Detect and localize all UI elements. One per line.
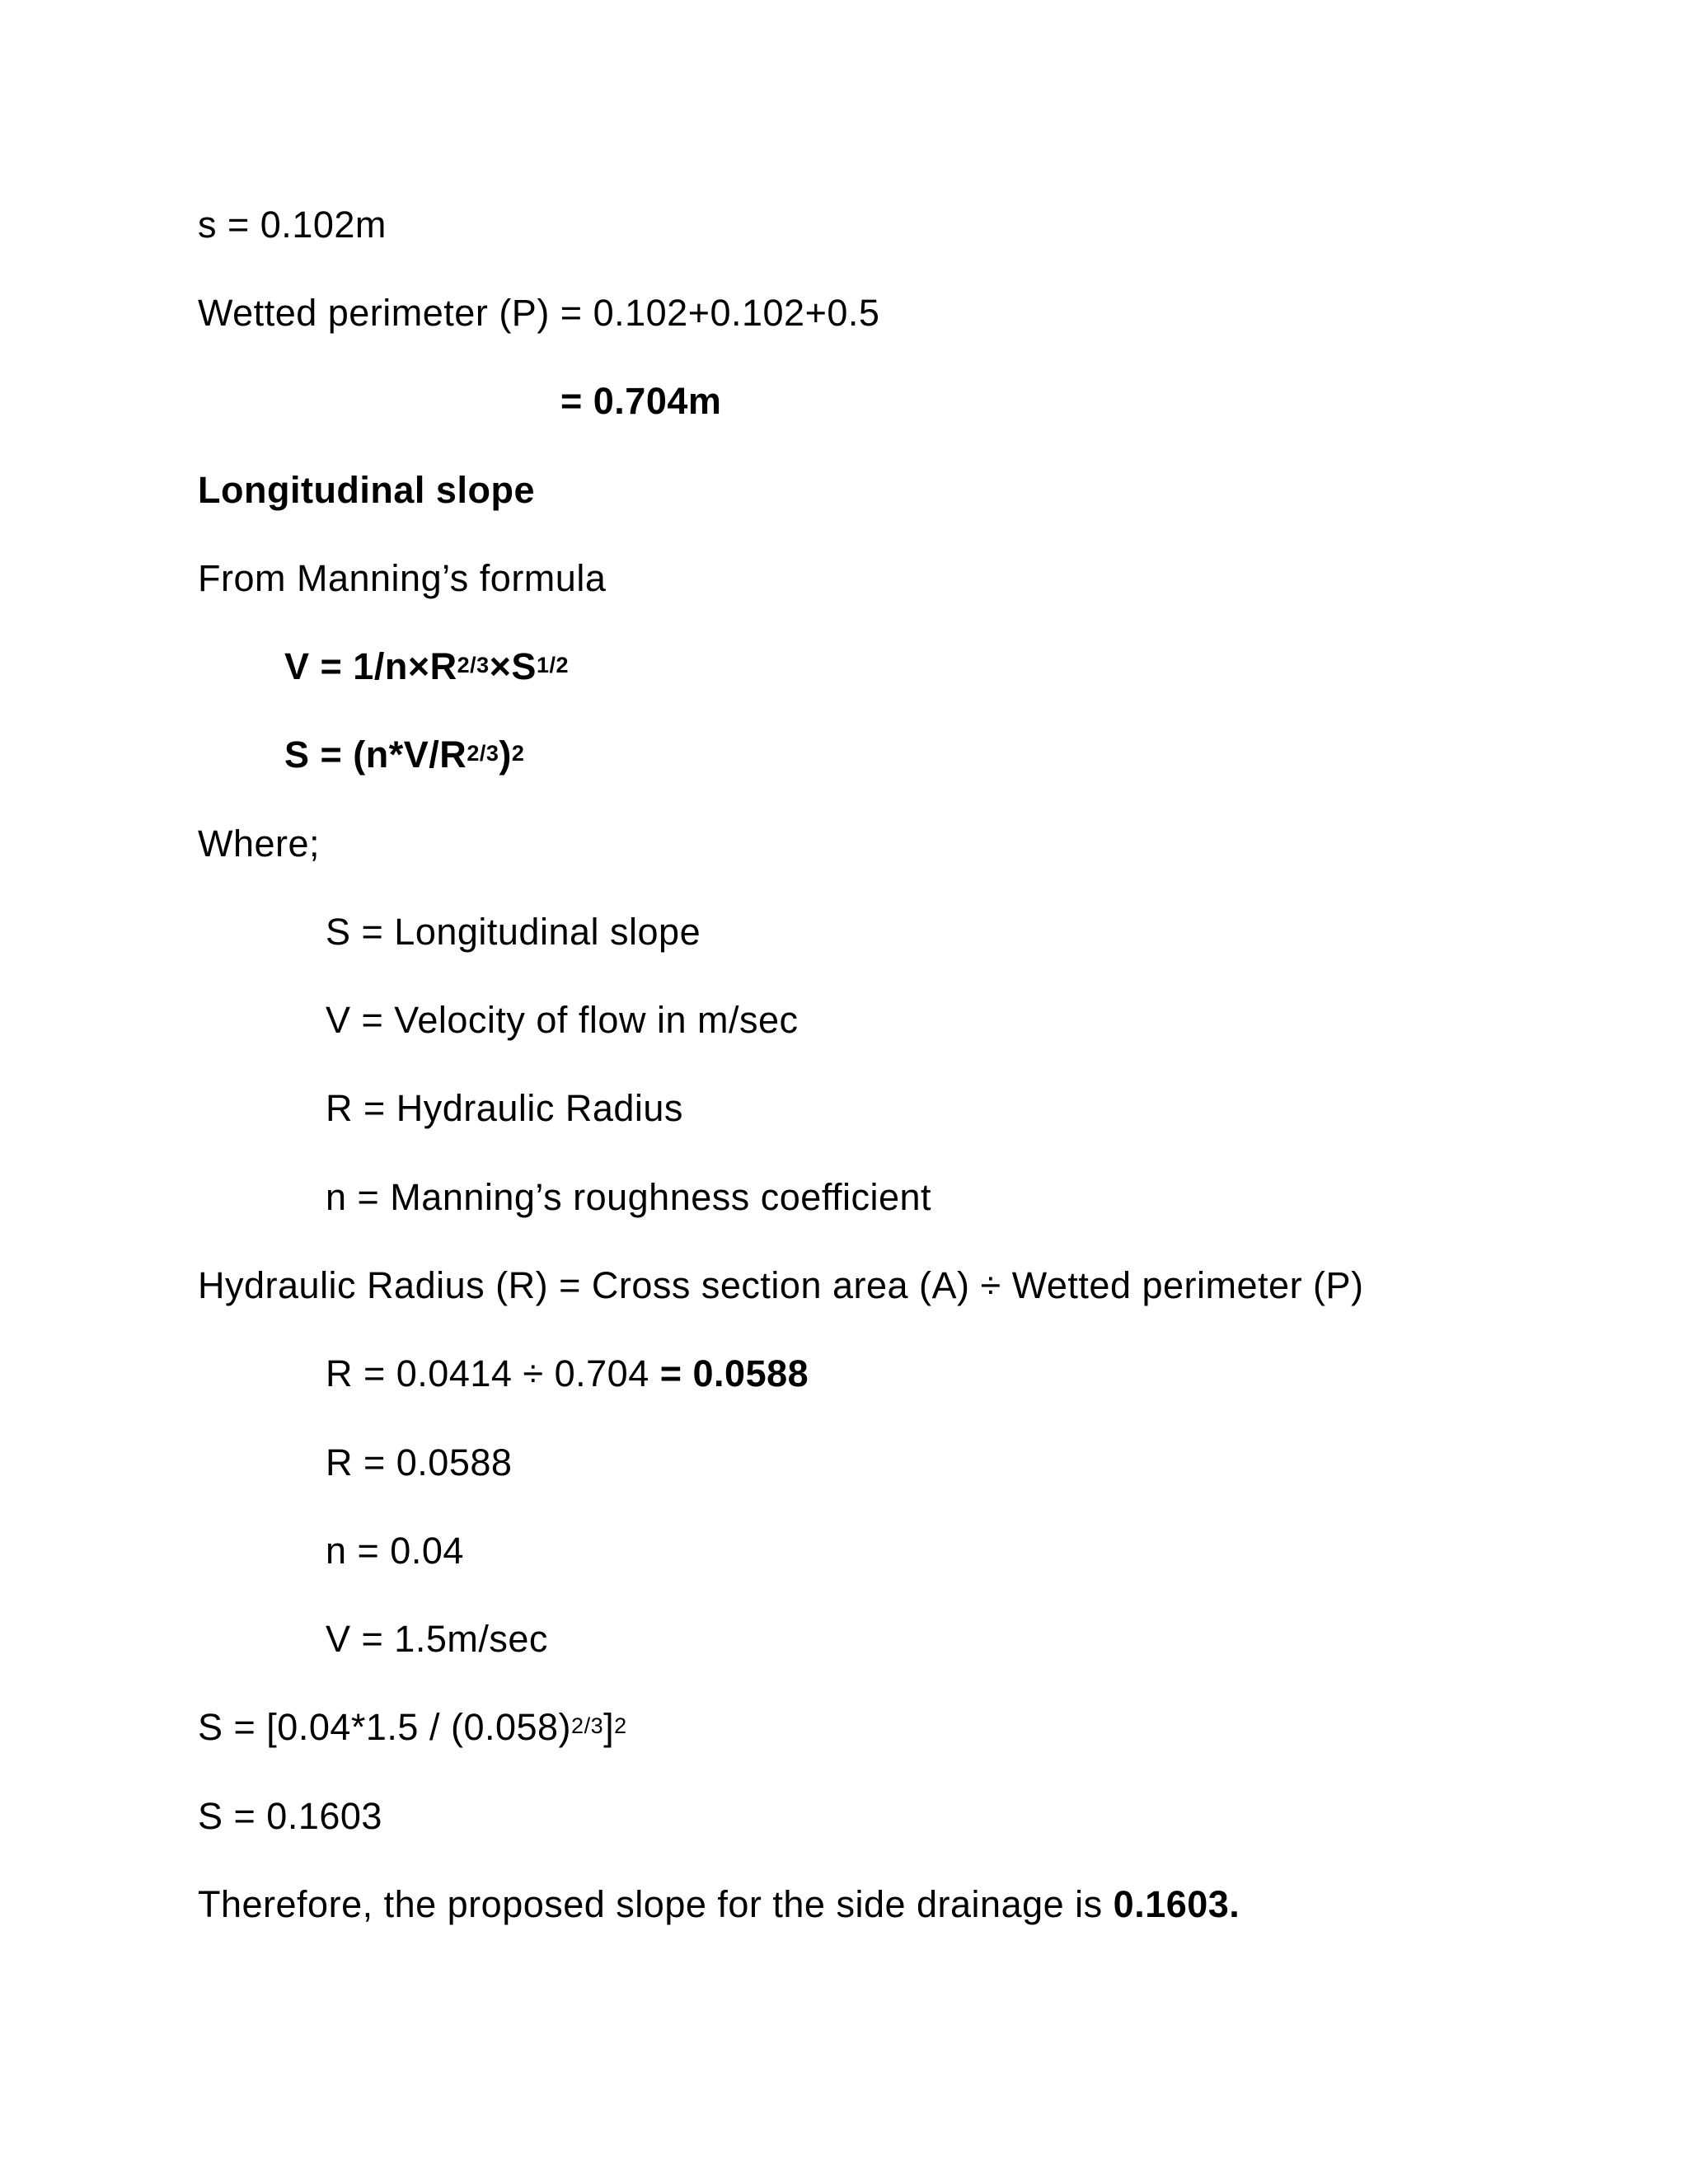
slope-calculation [198,1703,627,1752]
radius-value: R = 0.0588 [326,1441,513,1483]
wetted-perimeter-line: Wetted perimeter (P) = 0.102+0.102+0.5 [198,292,880,334]
definition-radius: R = Hydraulic Radius [326,1087,683,1129]
slope-formula-mid: ) [499,733,512,776]
velocity-formula-exp1: 2/3 [457,653,490,677]
s-value-line: s = 0.102m [198,204,387,246]
slope-formula-exp1: 2/3 [467,741,499,766]
hydraulic-radius-line: Hydraulic Radius (R) = Cross section area (A) ÷ Wetted perimeter (P) [198,1264,1364,1306]
velocity-formula-mid: ×S [489,645,537,687]
radius-calculation [326,1349,809,1399]
section-heading: Longitudinal slope [198,469,535,511]
radius-calculation-text: R = 0.0414 ÷ 0.704 [326,1352,660,1394]
conclusion-value: 0.1603. [1113,1883,1240,1925]
slope-result: S = 0.1603 [198,1795,382,1837]
velocity-formula [284,642,569,691]
definition-velocity: V = Velocity of flow in m/sec [326,999,799,1041]
slope-formula [284,730,524,780]
slope-calculation-exp1: 2/3 [571,1713,604,1738]
slope-calculation-base: S = [0.04*1.5 / (0.058) [198,1706,572,1748]
wetted-perimeter-result: = 0.704m [560,380,722,422]
manning-intro-line: From Manning’s formula [198,557,607,599]
radius-calculation-result: = 0.0588 [659,1352,809,1394]
slope-formula-base: S = (n*V/R [284,733,467,776]
definition-slope: S = Longitudinal slope [326,911,701,953]
slope-formula-exp2: 2 [511,741,525,766]
conclusion-text: Therefore, the proposed slope for the side drainage is [198,1883,1114,1925]
velocity-value: V = 1.5m/sec [326,1618,548,1660]
velocity-formula-exp2: 1/2 [536,653,569,677]
slope-calculation-exp2: 2 [614,1713,627,1738]
where-line: Where; [198,823,321,865]
conclusion-line [198,1880,1240,1929]
velocity-formula-base: V = 1/n×R [284,645,457,687]
roughness-value: n = 0.04 [326,1530,464,1572]
slope-calculation-mid: ] [603,1706,615,1748]
definition-roughness: n = Manning’s roughness coefficient [326,1176,932,1218]
